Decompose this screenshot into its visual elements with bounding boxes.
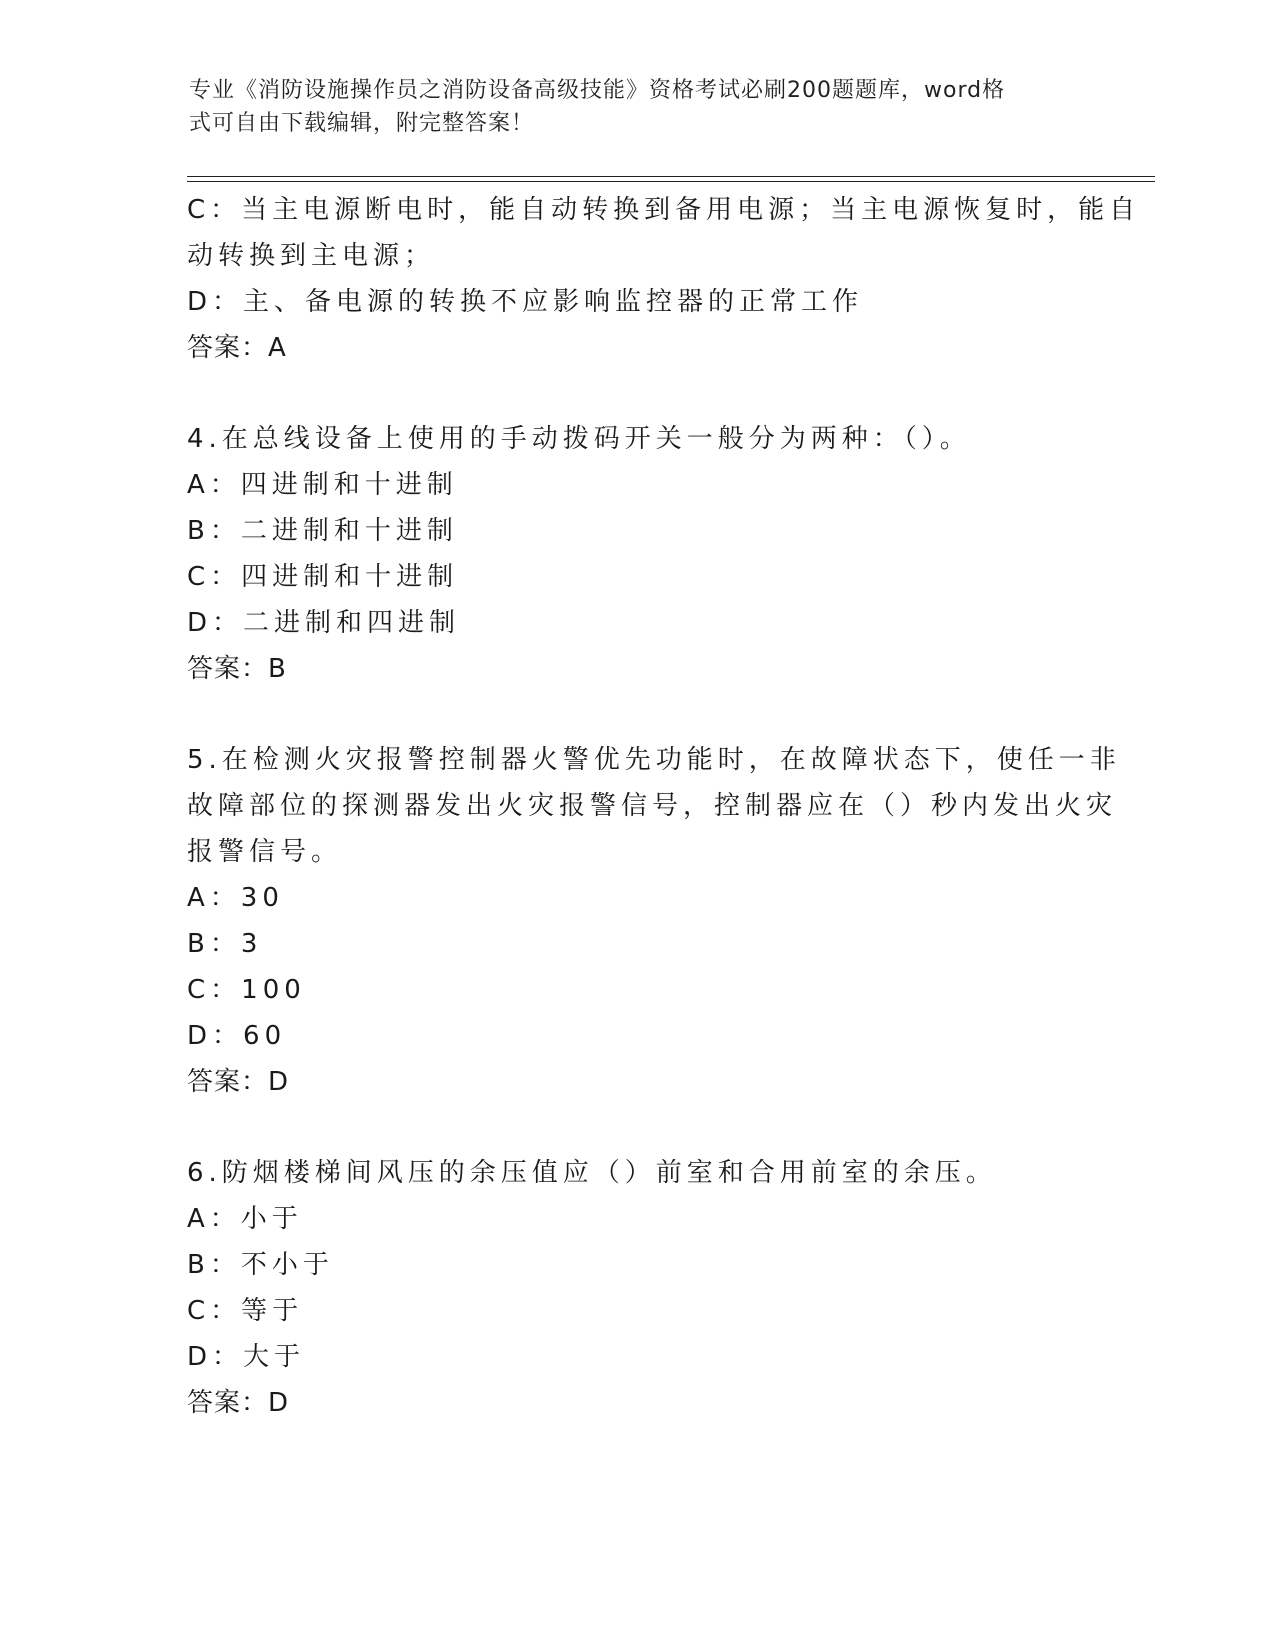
option-c: C：100	[187, 975, 306, 1005]
header-line-1: 专业《消防设施操作员之消防设备高级技能》资格考试必刷200题题库，word格	[189, 78, 1006, 103]
header-line-2: 式可自由下载编辑，附完整答案！	[189, 111, 535, 136]
question-3-tail	[187, 187, 1141, 371]
header-divider-bottom	[187, 181, 1155, 182]
option-b: B：3	[187, 929, 263, 959]
question-5	[187, 737, 1121, 1105]
option-d: D：主、备电源的转换不应影响监控器的正常工作	[187, 287, 864, 317]
spacer	[187, 1105, 1087, 1150]
option-c-continued: 动转换到主电源；	[187, 241, 436, 271]
question-4	[187, 416, 1087, 692]
option-b: B：二进制和十进制	[187, 516, 458, 546]
option-a: A：小于	[187, 1204, 303, 1234]
answer: 答案：A	[187, 333, 287, 363]
option-b: B：不小于	[187, 1250, 334, 1280]
option-a: A：四进制和十进制	[187, 470, 458, 500]
option-c: C：等于	[187, 1296, 304, 1326]
option-d: D：二进制和四进制	[187, 608, 461, 638]
question-stem: 5.在检测火灾报警控制器火警优先功能时，在故障状态下，使任一非	[187, 745, 1121, 775]
option-c: C：四进制和十进制	[187, 562, 459, 592]
question-stem: 6.防烟楼梯间风压的余压值应（）前室和合用前室的余压。	[187, 1158, 997, 1188]
question-list	[187, 187, 1141, 1426]
question-stem-continued: 故障部位的探测器发出火灾报警信号，控制器应在（）秒内发出火灾	[187, 791, 1118, 821]
spacer	[187, 371, 1087, 416]
question-6	[187, 1150, 1087, 1426]
option-c: C：当主电源断电时，能自动转换到备用电源；当主电源恢复时，能自	[187, 195, 1141, 225]
question-stem-continued: 报警信号。	[187, 837, 343, 867]
option-d: D：大于	[187, 1342, 306, 1372]
answer: 答案：D	[187, 1388, 290, 1418]
document-header	[189, 74, 1069, 140]
option-d: D：60	[187, 1021, 287, 1051]
question-stem: 4.在总线设备上使用的手动拨码开关一般分为两种：（）。	[187, 424, 971, 454]
answer: 答案：D	[187, 1067, 290, 1097]
option-a: A：30	[187, 883, 284, 913]
spacer	[187, 692, 1087, 737]
header-divider-top	[187, 176, 1155, 177]
answer: 答案：B	[187, 654, 287, 684]
